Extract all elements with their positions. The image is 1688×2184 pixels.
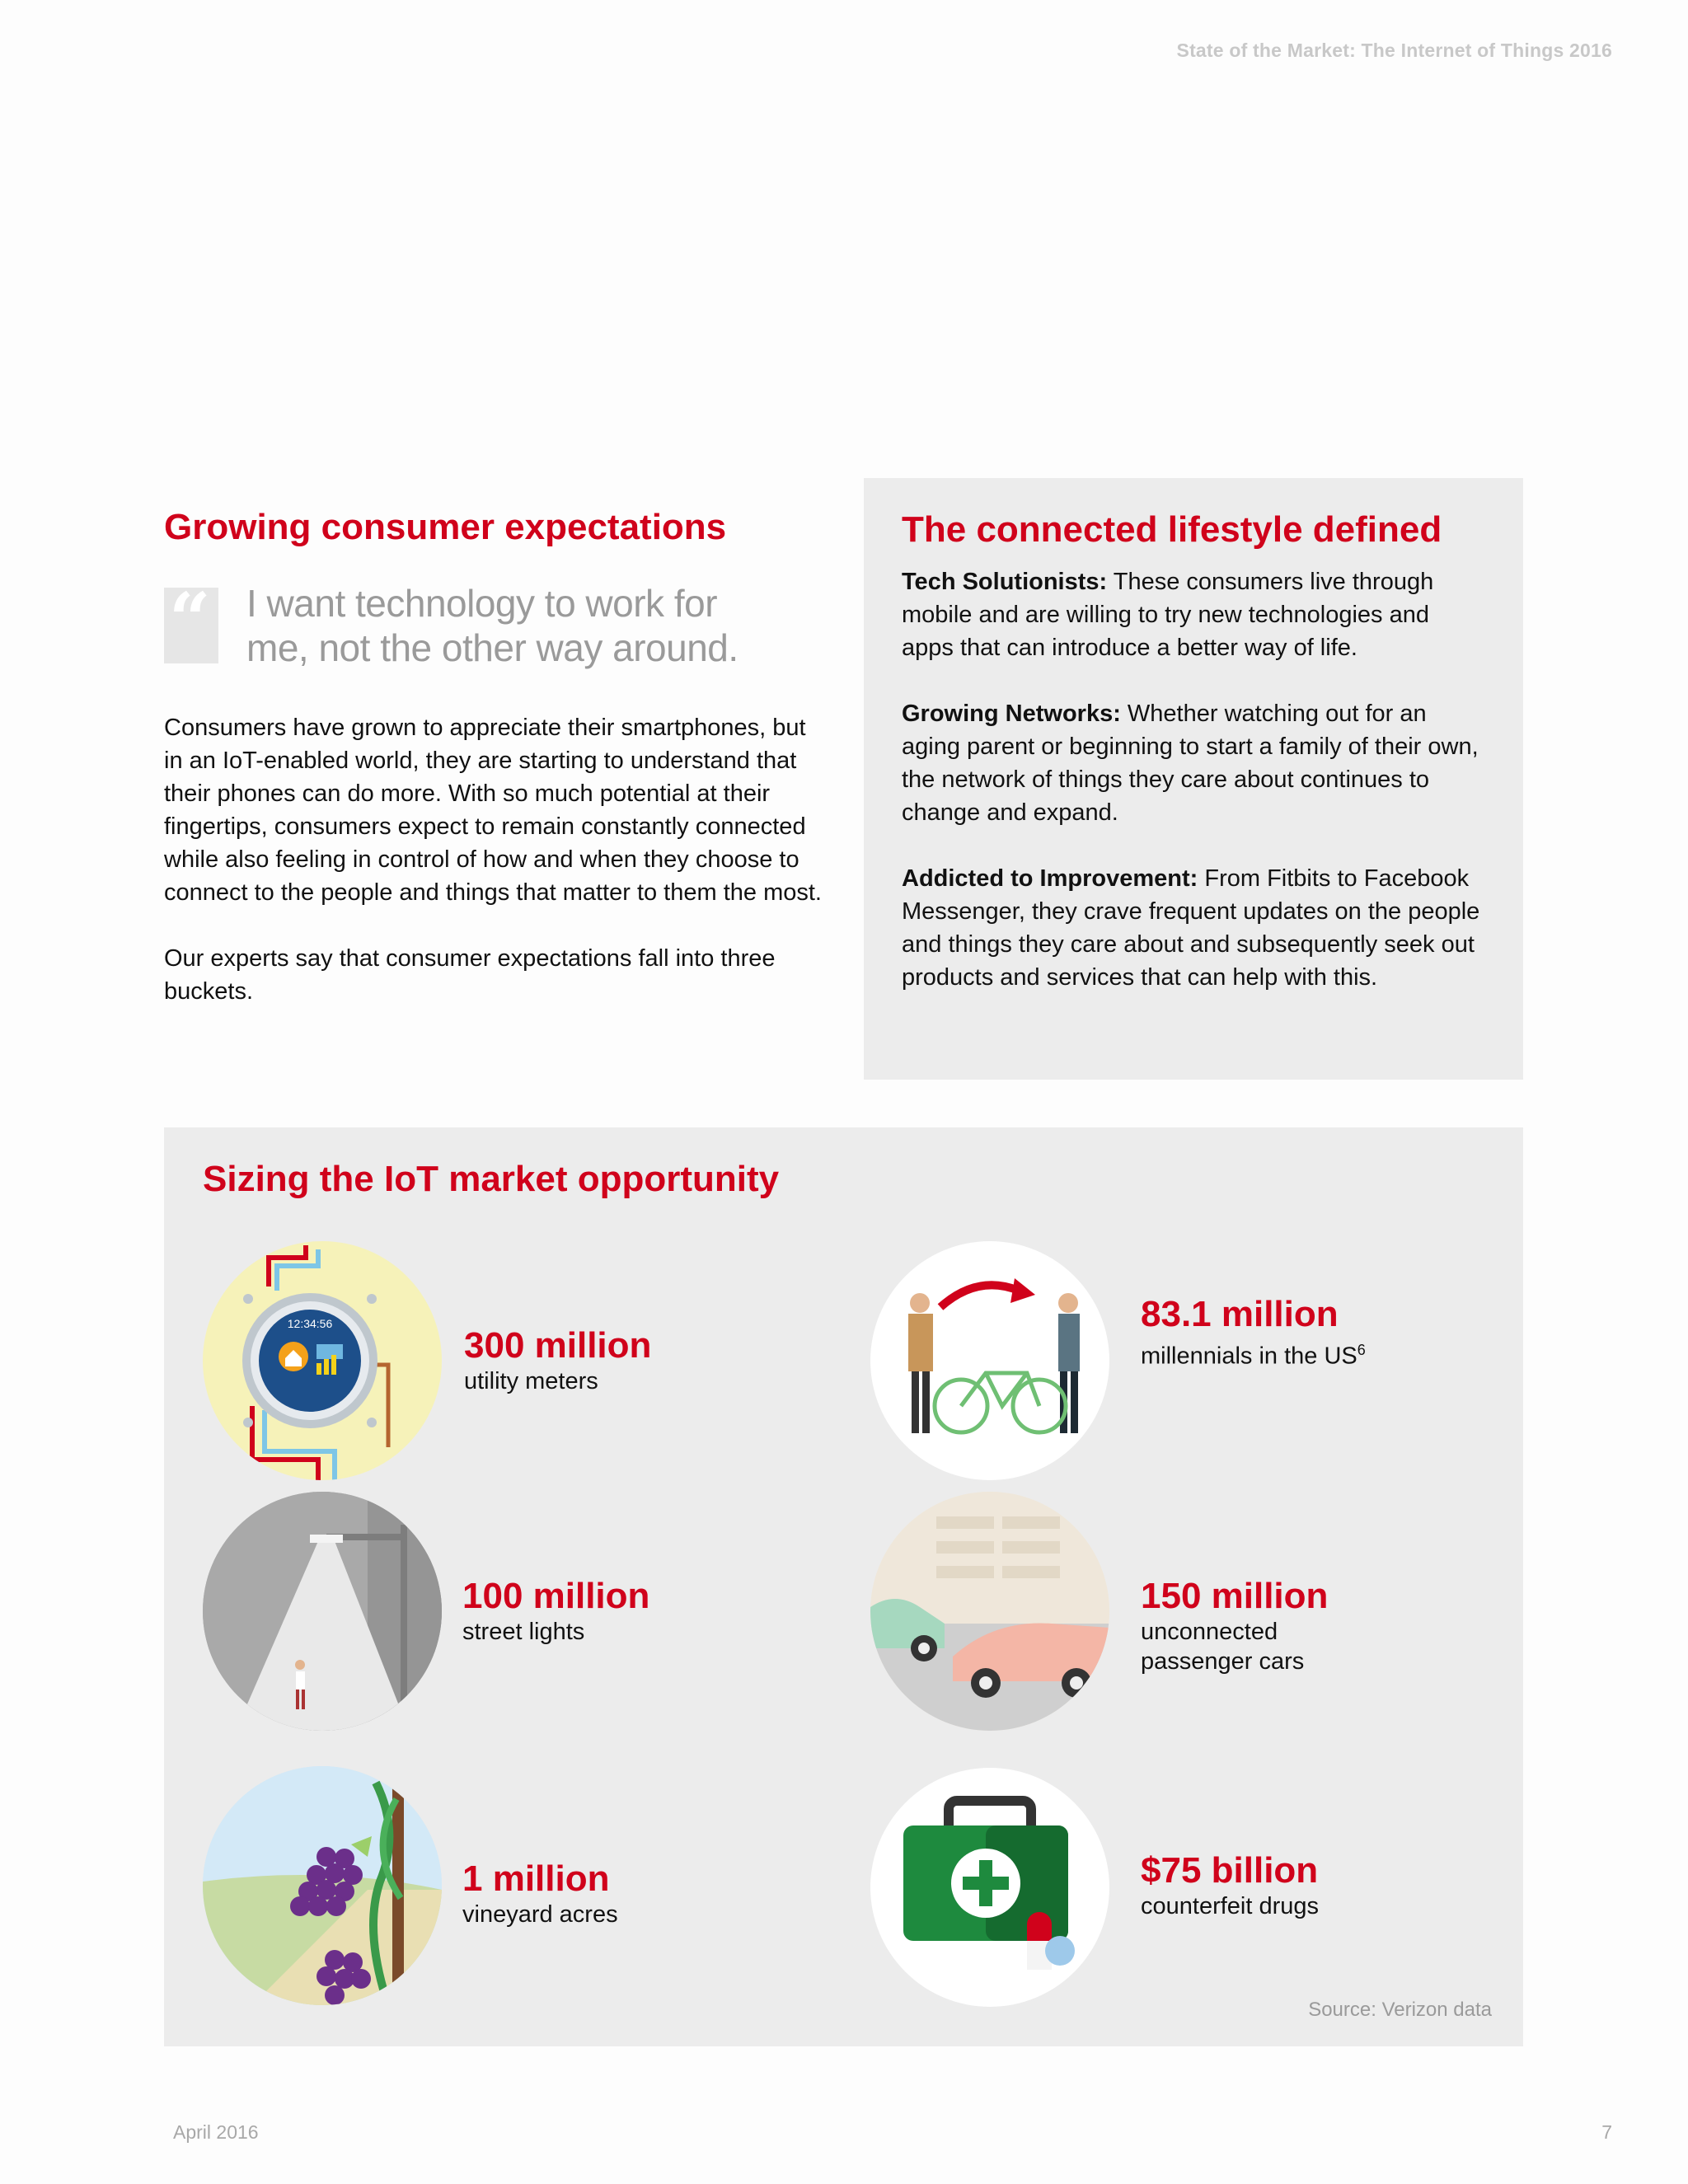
stat-label: unconnected passenger cars (1141, 1619, 1305, 1675)
sidebar-heading: The connected lifestyle defined (902, 509, 1442, 550)
page-number: 7 (1601, 2121, 1612, 2143)
sidebar-entry (902, 862, 1485, 994)
entry-term: Addicted to Improvement: (902, 865, 1198, 892)
entry-term: Growing Networks: (902, 701, 1121, 727)
stat-value: 300 million (464, 1325, 652, 1366)
entry-text: From Fitbits to Facebook Messenger, they crave frequent updates on the people and things they care about and subsequently seek out products and services that can help with this. (902, 865, 1480, 991)
millennials-bike-icon (870, 1241, 1109, 1480)
utility-meter-icon (203, 1241, 442, 1480)
stat-label: counterfeit drugs (1141, 1893, 1320, 1919)
stat-value: 1 million (462, 1858, 610, 1899)
running-title: State of the Market: The Internet of Things 2016 (1176, 40, 1612, 61)
entry-term: Tech Solutionists: (902, 569, 1108, 595)
stat-label: vineyard acres (462, 1901, 618, 1928)
section-heading: Growing consumer expectations (164, 507, 727, 547)
body-paragraph: Our experts say that consumer expectations fall into three buckets. (164, 945, 776, 1005)
vineyard-grapes-icon (203, 1766, 442, 2005)
pull-quote (164, 576, 823, 672)
iot-market-panel (164, 1127, 1523, 2046)
stat-label: street lights (462, 1619, 585, 1645)
stat-value: 100 million (462, 1576, 650, 1616)
quote-text: I want technology to work for me, not the other way around. (246, 582, 738, 669)
street-light-icon (203, 1492, 442, 1731)
panel-heading: Sizing the IoT market opportunity (203, 1159, 780, 1199)
stat-label: millennials in the $US^6$ (1141, 1342, 1366, 1370)
stat-value: 83.1 million (1141, 1294, 1339, 1334)
body-paragraph: Consumers have grown to appreciate their smartphones, but in an IoT-enabled world, they are starting to understand that their phones can do more. With so much potential at their fingertips, consumers expect to remain constantly connected while also feeling in control of how and when they choose to connect to the people and things that matter to them the most. (164, 715, 822, 906)
entry-text: Whether watching out for an aging parent or beginning to start a family of their own, the network of things they care about continues to change and expand. (902, 701, 1479, 826)
medical-kit-icon (870, 1768, 1109, 2007)
consumer-expectations-section (164, 507, 823, 1008)
quote-mark-icon: “ (164, 588, 218, 663)
svg-text:12:34:56: 12:34:56 (287, 1317, 333, 1330)
sidebar-entry (902, 697, 1485, 829)
stat-value: 150 million (1141, 1576, 1329, 1616)
entry-text: These consumers live through mobile and are willing to try new technologies and apps that can introduce a better way of life. (902, 569, 1434, 661)
source-note: Source: Verizon data (1308, 1999, 1492, 2021)
stat-value: $75 billion (1141, 1850, 1319, 1891)
connected-lifestyle-sidebar (864, 478, 1523, 1080)
passenger-cars-icon (870, 1492, 1109, 1731)
stat-label: utility meters (464, 1368, 598, 1394)
sidebar-entry (902, 565, 1485, 664)
footer-date: April 2016 (173, 2121, 259, 2143)
